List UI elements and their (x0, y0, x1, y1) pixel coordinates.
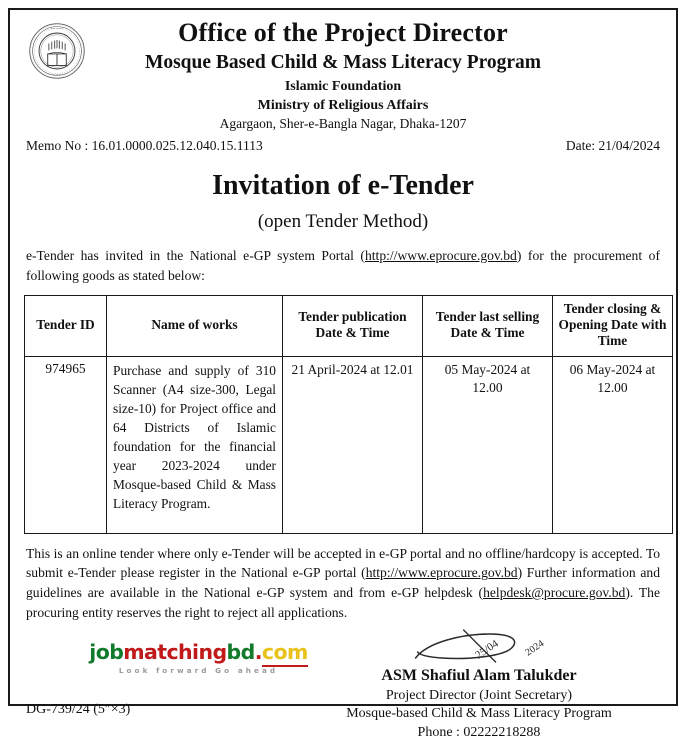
watermark-seg-matching: matching (123, 640, 227, 665)
memo-number: Memo No : 16.01.0000.025.12.040.15.1113 (26, 138, 263, 154)
terms-part-1: This is an online tender where only e-Tender will be accepted in e-GP portal and no offline/hardcopy is accepted. To submit e-Tender please register in the National e-GP portal ( (26, 545, 660, 581)
eprocure-portal-link-2[interactable]: http://www.eprocure.gov.bd (365, 565, 518, 581)
watermark-seg-dot: . (254, 640, 262, 665)
dg-reference-code: DG-739/24 (5″×3) (26, 702, 131, 718)
column-header-name-of-works: Name of works (107, 295, 283, 356)
watermark-tagline: Look forward Go ahead (118, 665, 279, 675)
page-title: Office of the Project Director (178, 18, 508, 47)
document-header (24, 10, 662, 154)
column-header-tender-id: Tender ID (25, 295, 107, 356)
column-header-closing-opening: Tender closing & Opening Date with Time (553, 295, 673, 356)
organization-name: Islamic Foundation (284, 79, 402, 95)
terms-part-2: ) Further information and guidelines are available in the National e-GP system and from e-GP helpdesk ( (26, 565, 660, 600)
eprocure-portal-link[interactable]: http://www.eprocure.gov.bd (364, 248, 517, 264)
intro-paragraph (26, 246, 660, 285)
watermark-seg-com: com (262, 640, 308, 667)
document-footer (24, 630, 662, 742)
cell-tender-id: 974965 (25, 356, 107, 533)
svg-text:••••••••: •••••••• (50, 73, 64, 77)
signatory-department: Mosque-based Child & Mass Literacy Program (346, 706, 612, 722)
jobmatchingbd-watermark (86, 642, 311, 675)
watermark-seg-bd: bd (226, 640, 255, 665)
watermark-seg-job: job (89, 640, 124, 665)
islamic-foundation-seal-icon (28, 20, 86, 82)
intro-text-before: e-Tender has invited in the National e-GP system Portal ( (26, 248, 365, 264)
tender-table (24, 295, 673, 534)
terms-part-3: ). The procuring entity reserves the right to reject all applications. (26, 584, 660, 620)
column-header-publication-date: Tender publication Date & Time (283, 295, 423, 356)
svg-text:25/04: 25/04 (473, 638, 501, 663)
signature-block (314, 630, 644, 741)
memo-date: Date: 21/04/2024 (565, 138, 660, 154)
tender-notice-page (8, 8, 678, 740)
table-row (25, 356, 673, 533)
watermark-wordmark (86, 642, 311, 663)
helpdesk-email-link[interactable]: helpdesk@procure.gov.bd (483, 584, 626, 600)
svg-text:••••••••: •••••••• (50, 27, 64, 31)
ministry-name: Ministry of Religious Affairs (257, 97, 429, 113)
handwritten-signature-icon (314, 630, 644, 670)
notice-title: Invitation of e-Tender (212, 170, 474, 202)
column-header-last-selling: Tender last selling Date & Time (423, 295, 553, 356)
terms-paragraph (26, 544, 660, 623)
signatory-role: Project Director (Joint Secretary) (385, 687, 573, 703)
cell-publication-date: 21 April-2024 at 12.01 (283, 356, 423, 533)
intro-text-after: ) for the procurement of following goods as stated below: (26, 248, 660, 283)
svg-text:2024: 2024 (523, 638, 547, 659)
program-name: Mosque Based Child & Mass Literacy Program (144, 51, 542, 73)
cell-name-of-works: Purchase and supply of 310 Scanner (A4 size-300, Legal size-10) for Project office and 64 Districts of Islamic foundation for the financial year 2023-2024 under Mosque-based Child & Mass Literacy Program. (107, 356, 283, 533)
cell-last-selling: 05 May-2024 at 12.00 (423, 356, 553, 533)
signatory-phone: Phone : 02222218288 (417, 724, 541, 740)
signatory-name: ASM Shafiul Alam Talukder (381, 667, 577, 685)
table-header-row (25, 295, 673, 356)
notice-subtitle: (open Tender Method) (257, 211, 429, 233)
cell-closing-opening: 06 May-2024 at 12.00 (553, 356, 673, 533)
memo-row (24, 138, 662, 154)
office-address: Agargaon, Sher-e-Bangla Nagar, Dhaka-1207 (219, 116, 467, 132)
